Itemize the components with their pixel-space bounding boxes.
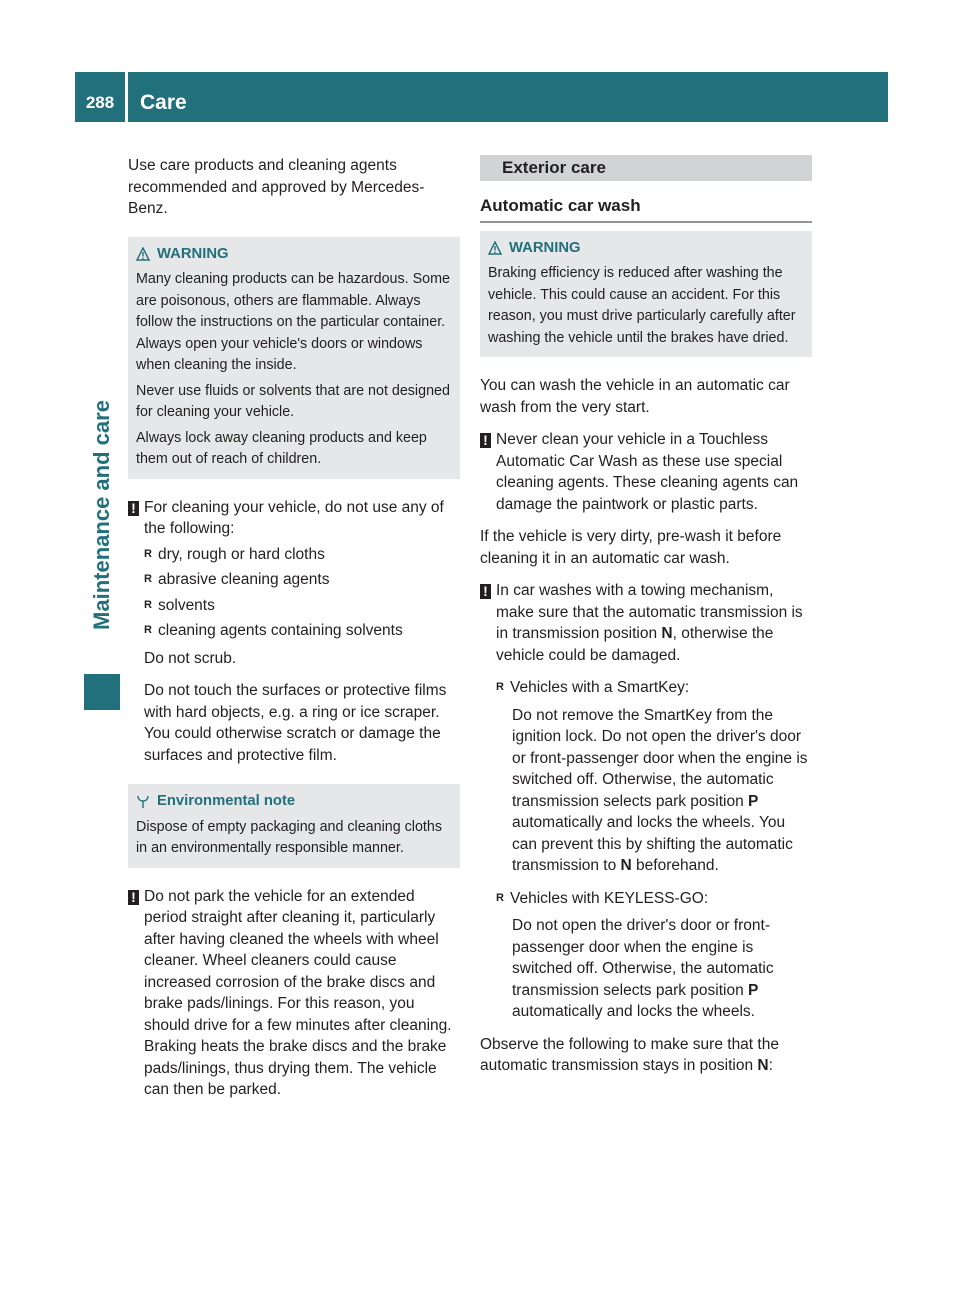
notice-text: Do not touch the surfaces or protective films with hard objects, e.g. a ring or ice scraper. You could otherwise scratch or damage the surfaces and protective film. xyxy=(144,682,447,764)
environmental-note-title: Environmental note xyxy=(157,793,296,809)
notice-text: Never clean your vehicle in a Touchless Automatic Car Wash as these use special cleaning agents. These cleaning agents can damage the paintwork or plastic parts. xyxy=(496,431,799,513)
list-item-smartkey: R Vehicles with a SmartKey: xyxy=(496,677,812,699)
notice-text xyxy=(496,580,812,666)
right-column xyxy=(480,155,812,1088)
header-bar xyxy=(75,72,888,122)
warning-triangle-icon xyxy=(488,241,502,255)
bullet-list xyxy=(496,677,812,699)
warning-box xyxy=(480,231,812,358)
side-tab-label: Maintenance and care xyxy=(89,400,114,630)
intro-text: Use care products and cleaning agents recommended and approved by Mercedes-Benz. xyxy=(128,157,425,217)
subsection-heading: Automatic car wash xyxy=(480,195,812,223)
position-n: N xyxy=(620,857,632,874)
environmental-note-header xyxy=(136,791,453,813)
notice-exclamation-icon xyxy=(480,433,491,448)
text-part: beforehand. xyxy=(631,857,719,874)
warning-paragraph: Braking efficiency is reduced after washing the vehicle. This could cause an accident. For this reason, you must drive particularly carefully after washing the vehicle until the brakes have dried. xyxy=(488,265,796,346)
position-p: P xyxy=(748,792,759,810)
notice-exclamation-icon xyxy=(128,501,139,516)
text-part: : xyxy=(768,1057,773,1074)
warning-title: WARNING xyxy=(509,239,581,256)
warning-paragraph: Always lock away cleaning products and keep them out of reach of children. xyxy=(136,429,427,467)
notice-block xyxy=(480,429,812,515)
environmental-note-text: Dispose of empty packaging and cleaning cloths in an environmentally responsible manner. xyxy=(136,818,442,856)
notice-exclamation-icon xyxy=(128,890,139,905)
warning-header xyxy=(488,238,805,260)
leaf-icon xyxy=(136,795,150,809)
side-tab-marker xyxy=(84,674,120,710)
list-item-keyless-go: R Vehicles with KEYLESS-GO: xyxy=(496,888,812,910)
smartkey-text xyxy=(512,705,812,877)
notice-block xyxy=(480,580,812,666)
page-number: 288 xyxy=(85,93,115,112)
warning-header xyxy=(136,244,453,266)
left-column xyxy=(128,155,460,1112)
notice-text-part: , otherwise the vehicle could be damaged. xyxy=(496,625,774,664)
text-part: automatically and locks the wheels. xyxy=(512,1003,755,1020)
notice-block xyxy=(128,497,460,767)
text-part: Observe the following to make sure that the automatic transmission stays in position xyxy=(480,1035,779,1074)
notice-exclamation-icon xyxy=(480,584,491,599)
text-part: Do not open the driver's door or front-passenger door when the engine is switched off. Otherwise, the automatic transmission selects park position xyxy=(512,917,774,999)
body-text: You can wash the vehicle in an automatic car wash from the very start. xyxy=(480,377,790,416)
section-title: Care xyxy=(140,91,187,114)
warning-paragraph: Never use fluids or solvents that are not designed for cleaning your vehicle. xyxy=(136,382,450,420)
section-heading: Exterior care xyxy=(480,155,812,181)
notice-text: Do not park the vehicle for an extended period straight after cleaning it, particularly after having cleaned the wheels with wheel cleaner. Wheel cleaners could cause increased corrosion of the brake discs and brake pads/linings. For this reason, you should drive for a few minutes after cleaning. Braking heats the brake discs and the brake pads/linings, thus drying them. The vehicle can then be parked. xyxy=(144,887,452,1098)
list-item: R solvents xyxy=(144,595,460,617)
list-item: R abrasive cleaning agents xyxy=(144,569,460,591)
environmental-note-box xyxy=(128,784,460,868)
bullet-list xyxy=(496,888,812,910)
list-item: R cleaning agents containing solvents xyxy=(144,620,460,642)
transmission-position-n: N xyxy=(661,625,673,642)
warning-triangle-icon xyxy=(136,247,150,261)
notice-text-part: In car washes with a towing mechanism, make sure that the automatic transmission is in transmission position xyxy=(496,582,803,642)
warning-title: WARNING xyxy=(157,245,229,262)
notice-lead: For cleaning your vehicle, do not use any of the following: xyxy=(144,498,444,537)
notice-text: Do not scrub. xyxy=(144,649,237,667)
header-divider xyxy=(125,72,128,122)
text-part: Do not remove the SmartKey from the ignition lock. Do not open the driver's door or front-passenger door when the engine is switched off. Otherwise, the automatic transmission selects park position xyxy=(512,706,808,810)
text-part: automatically and locks the wheels. You can prevent this by shifting the automatic transmission to xyxy=(512,814,793,874)
bullet-list xyxy=(144,544,460,642)
keyless-go-text xyxy=(512,915,812,1023)
position-n: N xyxy=(757,1057,769,1074)
notice-block xyxy=(128,886,460,1101)
body-text: If the vehicle is very dirty, pre-wash it before cleaning it in an automatic car wash. xyxy=(480,528,782,567)
warning-paragraph: Many cleaning products can be hazardous. Some are poisonous, others are flammable. Always follow the instructions on the particular container. Always open your vehicle's doors or windows when cleaning the inside. xyxy=(136,271,450,373)
warning-box xyxy=(128,237,460,479)
position-p: P xyxy=(748,981,759,999)
closing-text xyxy=(480,1034,812,1077)
list-item: R dry, rough or hard cloths xyxy=(144,544,460,566)
